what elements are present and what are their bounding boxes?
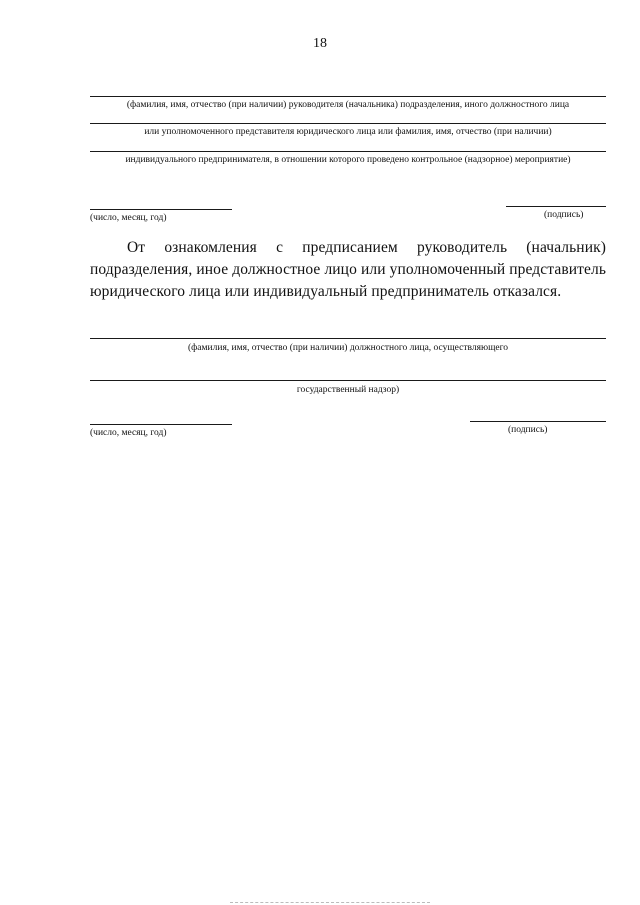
official-name-line-1 bbox=[90, 338, 606, 339]
official-name-line-2 bbox=[90, 380, 606, 381]
page-number: 18 bbox=[313, 36, 327, 51]
signature-caption-1: (подпись) bbox=[544, 210, 584, 220]
date-line-2 bbox=[90, 424, 232, 425]
signature-line-1 bbox=[506, 206, 606, 207]
date-caption-1: (число, месяц, год) bbox=[90, 213, 167, 223]
refusal-paragraph: От ознакомления с предписанием руководитель (начальник) подразделения, иное должностное лицо или уполномоченный представитель юридического лица или индивидуальный предприниматель отказался. bbox=[90, 239, 606, 300]
date-caption-2: (число, месяц, год) bbox=[90, 428, 167, 438]
date-line-1 bbox=[90, 209, 232, 210]
subject-name-caption-2: или уполномоченного представителя юридического лица или фамилия, имя, отчество (при наличии) bbox=[144, 127, 552, 137]
name-line-3 bbox=[90, 151, 606, 152]
signature-caption-2: (подпись) bbox=[508, 425, 548, 435]
name-line-2 bbox=[90, 123, 606, 124]
name-line-1 bbox=[90, 96, 606, 97]
signature-line-2 bbox=[470, 421, 606, 422]
official-name-caption-2: государственный надзор) bbox=[296, 385, 400, 395]
subject-name-caption-1: (фамилия, имя, отчество (при наличии) руководителя (начальника) подразделения, иного должностного лица bbox=[126, 100, 570, 110]
subject-name-caption-3: индивидуального предпринимателя, в отношении которого проведено контрольное (надзорное) мероприятие) bbox=[125, 155, 571, 165]
official-name-caption-1: (фамилия, имя, отчество (при наличии) должностного лица, осуществляющего bbox=[187, 343, 509, 353]
scan-edge-mark bbox=[230, 902, 430, 903]
